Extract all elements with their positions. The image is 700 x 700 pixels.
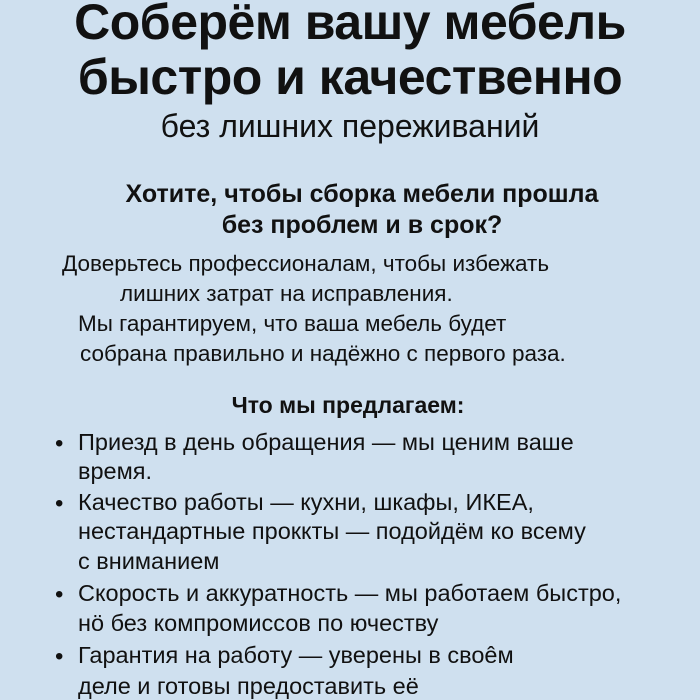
question-line-2: без проблем и в срок?: [221, 211, 503, 239]
title-line-2: быстро и качественно: [77, 49, 623, 105]
offer-1-line-2: время.: [78, 458, 153, 484]
paragraph-line-4: собрана правильно и надёжно с первого раза.: [80, 341, 566, 366]
offer-4-line-2: деле и готовы предоставить её: [78, 673, 419, 699]
bullet: •: [55, 430, 64, 457]
title-line-1: Соберём вашу мебель: [74, 0, 626, 50]
offer-2-line-3: с вниманием: [78, 548, 220, 574]
paragraph-line-3: Мы гарантируем, что ваша мебель будет: [78, 311, 507, 336]
offer-1-line-1: Приезд в день обращения — мы ценим ваше: [78, 429, 574, 455]
offer-4-line-1: Гарантия на работу — уверены в своêм: [78, 642, 514, 668]
offer-3-line-2: нӧ без компромиссов по ючеству: [78, 610, 439, 636]
offer-heading: Что мы предлагаем:: [231, 392, 465, 418]
bullet: •: [55, 643, 64, 670]
bullet: •: [55, 581, 64, 608]
subtitle: без лишних переживаний: [160, 108, 540, 144]
offer-2-line-1: Качество работы — кухни, шкафы, ИКЕА,: [78, 489, 534, 515]
offer-3-line-1: Скорость и аккуратность — мы работаем быстро,: [78, 580, 622, 606]
paragraph-line-2: лишних затрат на исправления.: [120, 281, 453, 306]
question-line-1: Хотите, чтобы сборка мебели прошла: [125, 180, 599, 208]
offer-2-line-2: нестандартные проккты — подойдём ко всему: [78, 518, 586, 544]
bullet: •: [55, 490, 64, 517]
paragraph-line-1: Доверьтесь профессионалам, чтобы избежать: [62, 251, 550, 276]
